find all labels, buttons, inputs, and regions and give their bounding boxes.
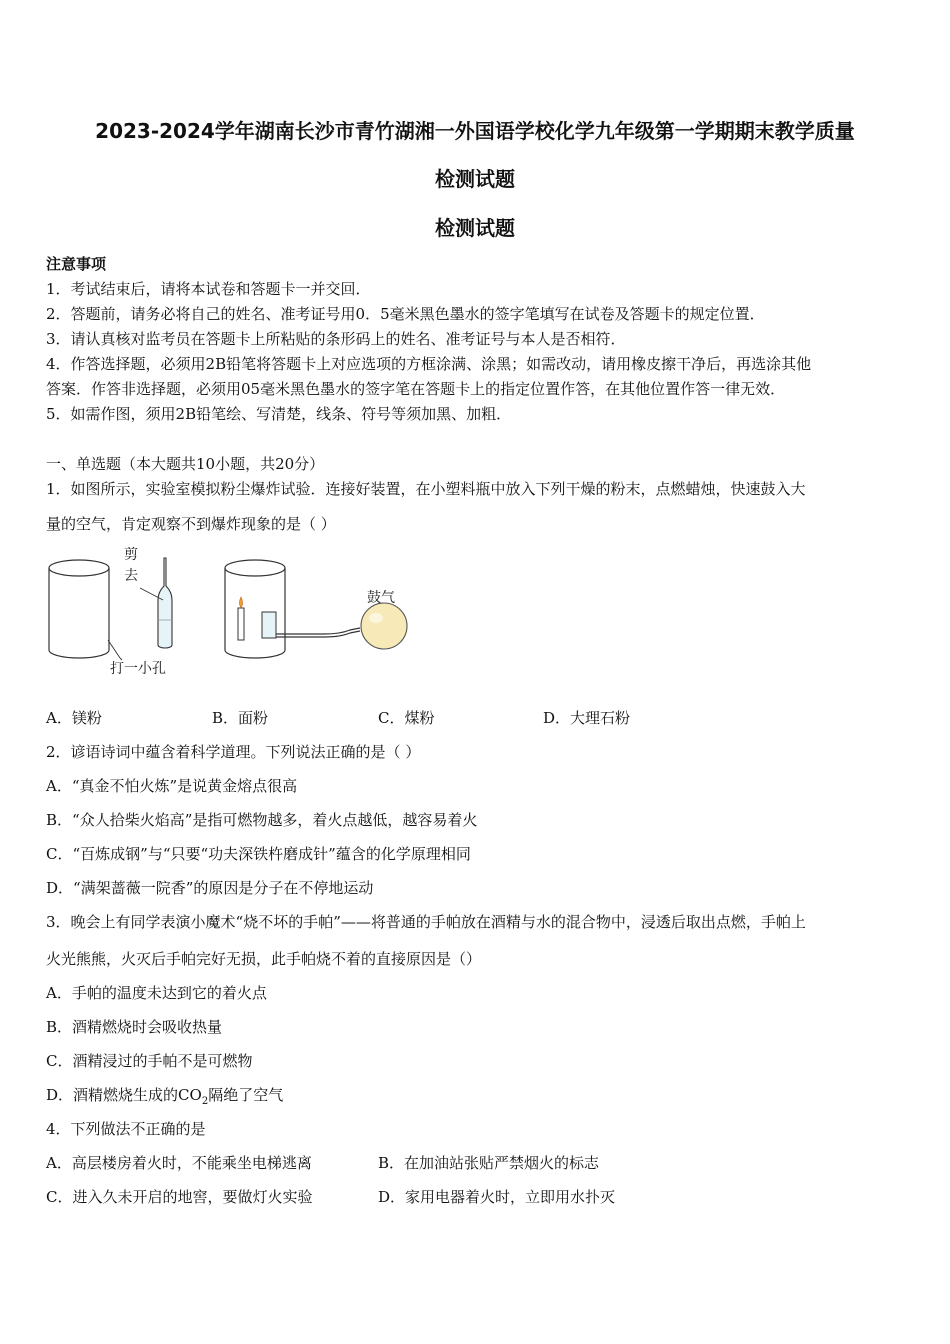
plastic-bottle-left: [49, 560, 109, 658]
q1-option-b[interactable]: B．面粉: [212, 709, 269, 727]
question-2-stem: 2．谚语诗词中蕴含着科学道理。下列说法正确的是（ ）: [46, 743, 421, 761]
question-3-stem-line-2: 火光熊熊，火灭后手帕完好无损，此手帕烧不着的直接原因是（）: [46, 950, 482, 968]
q4-option-c[interactable]: C．进入久未开启的地窖，要做灯火实验: [46, 1188, 313, 1206]
note-item: 1．考试结束后，请将本试卷和答题卡一并交回．: [46, 280, 371, 298]
candle: [238, 597, 244, 640]
exam-subtitle: 检测试题: [435, 216, 515, 240]
q4-option-a[interactable]: A．高层楼房着火时，不能乘坐电梯逃离: [46, 1154, 312, 1172]
dust-explosion-figure: [40, 540, 440, 685]
q1-option-d[interactable]: D．大理石粉: [543, 709, 631, 727]
question-4-stem: 4．下列做法不正确的是: [46, 1120, 206, 1138]
note-item: 答案．作答非选择题，必须用05毫米黑色墨水的签字笔在答题卡上的指定位置作答，在其他位置作答一律无效．: [46, 380, 786, 398]
note-item: 4．作答选择题，必须用2B铅笔将答题卡上对应选项的方框涂满、涂黑；如需改动，请用橡皮擦干净后，再选涂其他: [46, 355, 812, 373]
q4-option-b[interactable]: B．在加油站张贴严禁烟火的标志: [378, 1154, 600, 1172]
question-1-stem-line-1: 1．如图所示，实验室模拟粉尘爆炸试验．连接好装置，在小塑料瓶中放入下列干燥的粉末，点燃蜡烛，快速鼓入大: [46, 480, 806, 498]
q2-option-b[interactable]: B．“众人拾柴火焰高”是指可燃物越多，着火点越低，越容易着火: [46, 811, 478, 829]
note-item: 2．答题前，请务必将自己的姓名、准考证号用0．5毫米黑色墨水的签字笔填写在试卷及答题卡的规定位置．: [46, 305, 765, 323]
exam-title-line-1: 2023-2024学年湖南长沙市青竹湖湘一外国语学校化学九年级第一学期期末教学质量: [95, 119, 855, 143]
q2-option-d[interactable]: D．“满架蔷薇一院香”的原因是分子在不停地运动: [46, 879, 374, 897]
q3-option-d-subscript: 2: [201, 1096, 209, 1107]
note-item: 5．如需作图，须用2B铅笔绘、写清楚，线条、符号等须加黑、加粗．: [46, 405, 512, 423]
question-1-stem-line-2: 量的空气，肯定观察不到爆炸现象的是（ ）: [46, 515, 336, 533]
plastic-bottle-right: [225, 560, 285, 658]
blow-label: 鼓气: [367, 590, 395, 606]
q3-option-d-text-end: 隔绝了空气: [208, 1086, 284, 1104]
q4-option-d[interactable]: D．家用电器着火时，立即用水扑灭: [378, 1188, 616, 1206]
note-item: 3．请认真核对监考员在答题卡上所粘贴的条形码上的姓名、准考证号与本人是否相符．: [46, 330, 626, 348]
notes-heading: 注意事项: [46, 255, 107, 273]
q3-option-d-text: D．酒精燃烧生成的CO: [46, 1086, 202, 1104]
hole-label: 打一小孔: [110, 661, 166, 677]
cut-label-2: 去: [124, 568, 138, 584]
air-bulb: [361, 603, 407, 649]
blow-tube: [276, 628, 360, 637]
section-heading: 一、单选题（本大题共10小题，共20分）: [46, 455, 325, 473]
q3-option-b[interactable]: B．酒精燃烧时会吸收热量: [46, 1018, 223, 1036]
q1-option-a[interactable]: A．镁粉: [46, 709, 102, 727]
q1-option-c[interactable]: C．煤粉: [378, 709, 435, 727]
q3-option-c[interactable]: C．酒精浸过的手帕不是可燃物: [46, 1052, 253, 1070]
q3-option-d[interactable]: [46, 1084, 283, 1107]
cut-label-1: 剪: [124, 547, 138, 563]
q2-option-a[interactable]: A．“真金不怕火炼”是说黄金熔点很高: [46, 777, 298, 795]
q3-option-a[interactable]: A．手帕的温度未达到它的着火点: [46, 984, 267, 1002]
exam-title-line-2: 检测试题: [435, 167, 515, 191]
question-3-stem-line-1: 3．晚会上有同学表演小魔术“烧不坏的手帕”——将普通的手帕放在酒精与水的混合物中，浸透后取出点燃，手帕上: [46, 913, 806, 931]
q2-option-c[interactable]: C．“百炼成钢”与“只要“功夫深铁杵磨成针”蕴含的化学原理相同: [46, 845, 471, 863]
powder-container: [262, 612, 276, 638]
small-plastic-bottle: [158, 558, 172, 648]
